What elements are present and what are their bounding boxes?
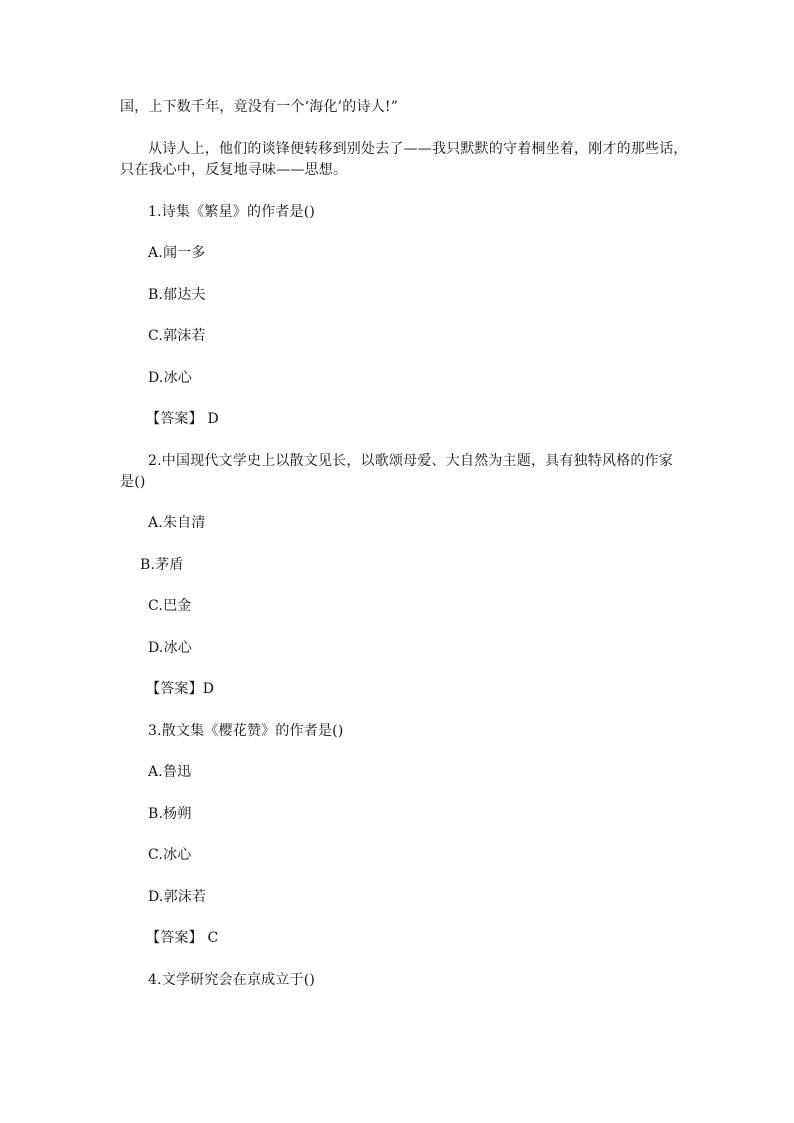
q3-option-b: B.杨朔 — [148, 806, 192, 822]
q3-option-a: A.鲁迅 — [148, 764, 192, 780]
passage-line-3: 只在我心中，反复地寻味——思想。 — [120, 162, 348, 178]
q2-option-d: D.冰心 — [148, 640, 192, 656]
passage-line-2: 从诗人上，他们的谈锋便转移到别处去了——我只默默的守着桐坐着，刚才的那些话， — [148, 141, 688, 157]
question-2-line-1: 2.中国现代文学史上以散文见长，以歌颂母爱、大自然为主题，具有独特风格的作家 — [148, 453, 673, 469]
q2-option-c: C.巴金 — [148, 598, 192, 614]
q1-option-d: D.冰心 — [148, 370, 192, 386]
q3-answer: 【答案】 C — [146, 930, 219, 946]
q3-option-d: D.郭沫若 — [148, 889, 207, 905]
passage-line-1: 国，上下数千年，竟没有一个‘海化’的诗人!” — [120, 99, 399, 115]
q3-option-c: C.冰心 — [148, 847, 192, 863]
q1-option-b: B.郁达夫 — [148, 287, 206, 303]
question-3: 3.散文集《樱花赞》的作者是() — [148, 723, 344, 739]
q1-option-c: C.郭沫若 — [148, 328, 206, 344]
q2-option-b: B.茅盾 — [140, 557, 184, 573]
q2-answer: 【答案】D — [146, 681, 215, 697]
question-2-line-2: 是() — [120, 474, 146, 490]
q1-option-a: A.闻一多 — [148, 245, 206, 261]
q2-option-a: A.朱自清 — [148, 515, 206, 531]
question-1: 1.诗集《繁星》的作者是() — [148, 204, 316, 220]
question-4: 4.文学研究会在京成立于() — [148, 972, 316, 988]
q1-answer: 【答案】 D — [146, 411, 219, 427]
